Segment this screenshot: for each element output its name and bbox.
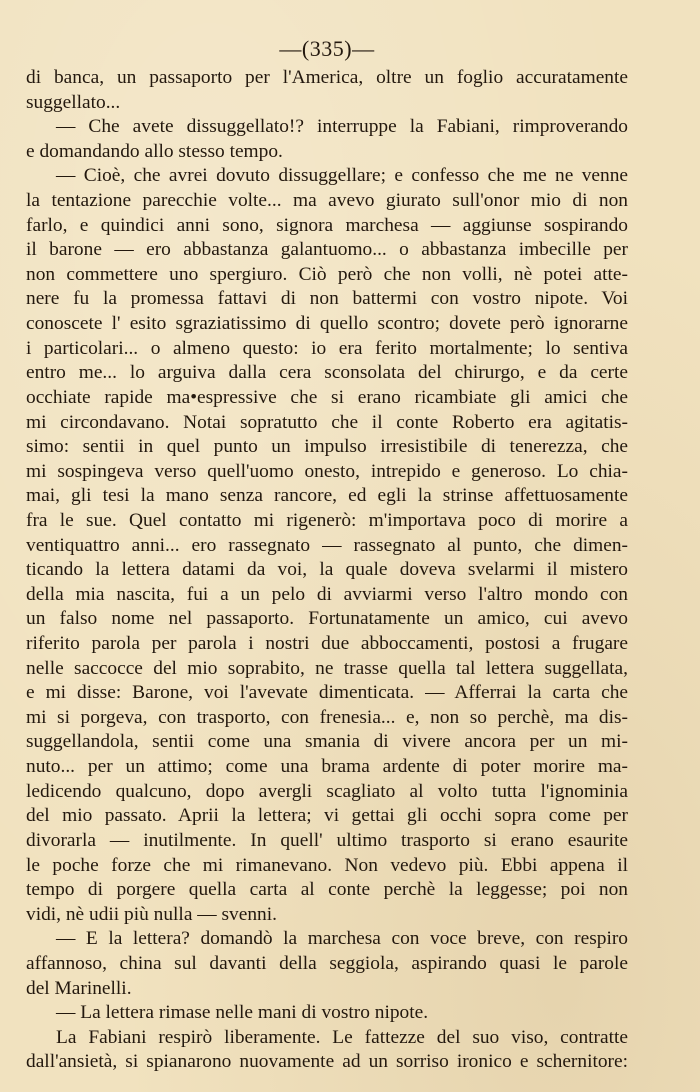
text-line: mai, gli tesi la mano senza rancore, ed egli la strinse affettuosamente — [26, 485, 628, 507]
text-line: mi si porgeva, con trasporto, con frenesia... e, non so perchè, ma dis- — [26, 706, 628, 728]
text-line: entro me... lo arguiva dalla cera sconsolata del chirurgo, e da certe — [26, 362, 628, 384]
text-line: farlo, e quindici anni sono, signora marchesa — aggiunse sospirando — [26, 214, 628, 236]
text-line: non commettere uno spergiuro. Ciò però che non volli, nè potei atte- — [26, 263, 628, 285]
text-line: dall'ansietà, si spianarono nuovamente ad un sorriso ironico e schernitore: — [26, 1051, 628, 1073]
text-line: mi sospingeva verso quell'uomo onesto, intrepido e generoso. Lo chia- — [26, 460, 628, 482]
text-line: e domandando allo stesso tempo. — [26, 140, 283, 162]
text-line: il barone — ero abbastanza galantuomo... o abbastanza imbecille per — [26, 239, 628, 261]
page-text-body — [26, 66, 628, 1075]
text-line: suggellato... — [26, 91, 121, 113]
text-line: e mi disse: Barone, voi l'avevate dimenticata. — Afferrai la carta che — [26, 682, 628, 704]
text-line: — Che avete dissuggellato!? interruppe la Fabiani, rimproverando — [56, 116, 628, 138]
text-line: di banca, un passaporto per l'America, oltre un foglio accuratamente — [26, 67, 628, 88]
text-line: i particolari... o almeno questo: io era ferito mortalmente; lo sentiva — [26, 337, 628, 359]
text-line: La Fabiani respirò liberamente. Le fattezze del suo viso, contratte — [56, 1026, 628, 1048]
page-number: —(335)— — [279, 36, 375, 61]
text-line: nuto... per un attimo; come una brama ardente di poter morire ma- — [26, 756, 628, 778]
text-line: — La lettera rimase nelle mani di vostro nipote. — [56, 1002, 429, 1024]
text-line: della mia nascita, fui a un pelo di avviarmi verso l'altro mondo con — [26, 583, 628, 605]
text-line: del Marinelli. — [26, 977, 132, 999]
text-line: nere fu la promessa fattavi di non battermi con vostro nipote. Voi — [26, 288, 628, 310]
text-line: fra le sue. Quel contatto mi rigenerò: m'importava poco di morire a — [26, 509, 628, 531]
text-line: un falso nome nel passaporto. Fortunatamente un amico, cui avevo — [26, 608, 628, 630]
text-line: divorarla — inutilmente. In quell' ultimo trasporto si erano esaurite — [26, 829, 628, 851]
text-line: ledicendo qualcuno, dopo avergli scagliato al volto tutta l'ignominia — [26, 780, 628, 802]
text-line: ventiquattro anni... ero rassegnato — rassegnato al punto, che dimen- — [26, 534, 628, 556]
text-line: suggellandola, sentii come una smania di vivere ancora per un mi- — [26, 731, 628, 753]
text-line: la tentazione parecchie volte... ma avevo giurato sull'onor mio di non — [26, 190, 628, 212]
text-line: affannoso, china sul davanti della seggiola, aspirando quasi le parole — [26, 952, 628, 974]
text-line: tempo di porgere quella carta al conte perchè la leggesse; poi non — [26, 879, 628, 901]
text-line: le poche forze che mi rimanevano. Non vedevo più. Ebbi appena il — [26, 854, 628, 876]
text-line: ticando la lettera datami da voi, la quale doveva svelarmi il mistero — [26, 559, 628, 581]
text-line: — Cioè, che avrei dovuto dissuggellare; e confesso che me ne venne — [56, 165, 628, 187]
text-line: vidi, nè udii più nulla — svenni. — [26, 903, 277, 925]
text-line: conoscete l' esito sgraziatissimo di quello scontro; dovete però ignorarne — [26, 313, 628, 335]
text-line: mi circondavano. Notai sopratutto che il conte Roberto era agitatis- — [26, 411, 628, 433]
text-line: nelle saccocce del mio soprabito, ne trasse quella tal lettera suggellata, — [26, 657, 628, 679]
text-line: — E la lettera? domandò la marchesa con voce breve, con respiro — [56, 928, 628, 950]
text-line: del mio passato. Aprii la lettera; vi gettai gli occhi sopra come per — [26, 805, 628, 827]
text-line: simo: sentii in quel punto un impulso irresistibile di tenerezza, che — [26, 436, 628, 458]
text-line: occhiate rapide ma•espressive che si erano ricambiate gli amici che — [26, 386, 628, 408]
text-line: riferito parola per parola i nostri due abboccamenti, postosi a frugare — [26, 633, 628, 655]
book-page — [26, 36, 628, 1075]
